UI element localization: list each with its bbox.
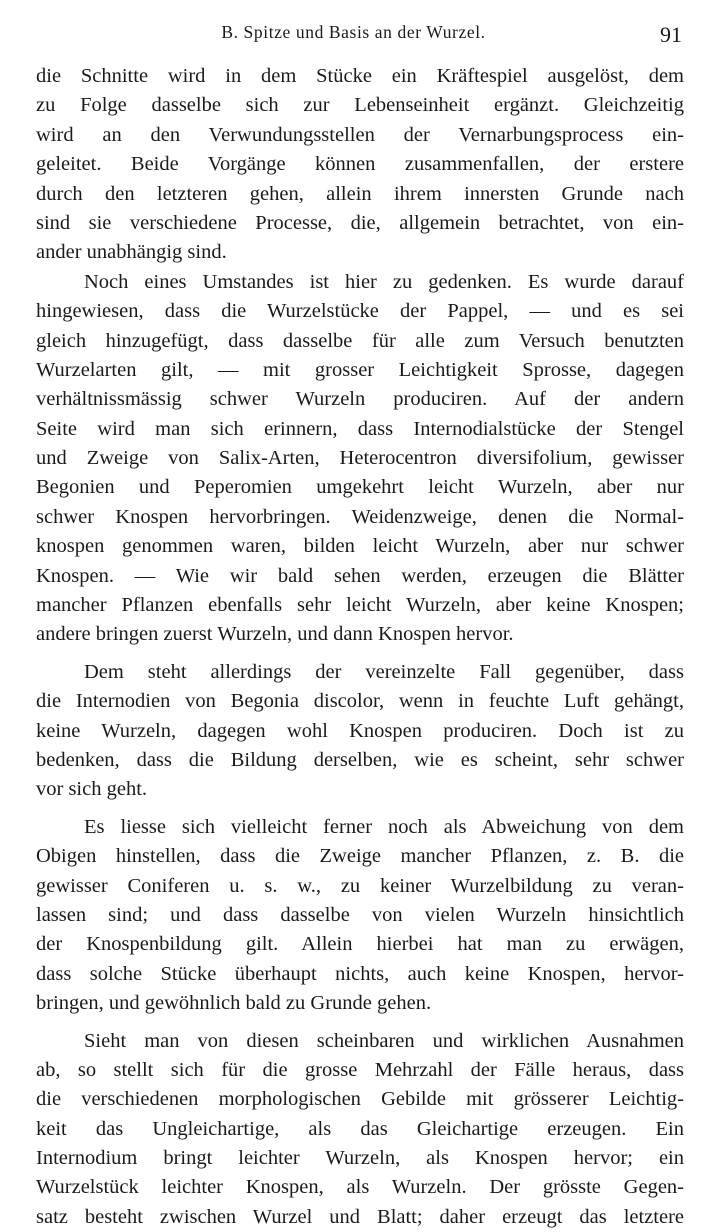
running-head xyxy=(0,18,707,52)
text-line: der Knospenbildung gilt. Allein hierbei hat man zu erwägen, xyxy=(36,930,684,959)
text-line: die Schnitte wird in dem Stücke ein Kräftespiel ausgelöst, dem xyxy=(36,62,684,91)
text-line: durch den letzteren gehen, allein ihrem innersten Grunde nach xyxy=(36,180,684,209)
text-line: wird an den Verwundungsstellen der Vernarbungsprocess ein- xyxy=(36,121,684,150)
text-line: Begonien und Peperomien umgekehrt leicht Wurzeln, aber nur xyxy=(36,473,684,502)
text-line: hingewiesen, dass die Wurzelstücke der Pappel, — und es sei xyxy=(36,297,684,326)
running-title: B. Spitze und Basis an der Wurzel. xyxy=(0,22,707,43)
paragraph-spacer xyxy=(36,1019,684,1027)
text-line: Wurzelarten gilt, — mit grosser Leichtigkeit Sprosse, dagegen xyxy=(36,356,684,385)
text-line: keine Wurzeln, dagegen wohl Knospen produciren. Doch ist zu xyxy=(36,717,684,746)
text-line: Es liesse sich vielleicht ferner noch als Abweichung von dem xyxy=(36,813,684,842)
text-line: Noch eines Umstandes ist hier zu gedenken. Es wurde darauf xyxy=(36,268,684,297)
text-line: ander unabhängig sind. xyxy=(36,238,684,267)
text-line: Obigen hinstellen, dass die Zweige mancher Pflanzen, z. B. die xyxy=(36,842,684,871)
text-line: die verschiedenen morphologischen Gebilde mit grösserer Leichtig- xyxy=(36,1085,684,1114)
text-line: geleitet. Beide Vorgänge können zusammenfallen, der erstere xyxy=(36,150,684,179)
text-line: zu Folge dasselbe sich zur Lebenseinheit ergänzt. Gleichzeitig xyxy=(36,91,684,120)
text-line: gewisser Coniferen u. s. w., zu keiner Wurzelbildung zu veran- xyxy=(36,872,684,901)
text-line: lassen sind; und dass dasselbe von vielen Wurzeln hinsichtlich xyxy=(36,901,684,930)
text-line: Knospen. — Wie wir bald sehen werden, erzeugen die Blätter xyxy=(36,562,684,591)
text-line: vor sich geht. xyxy=(36,775,684,804)
paragraph-spacer xyxy=(36,805,684,813)
text-line: keit das Ungleichartige, als das Gleichartige erzeugen. Ein xyxy=(36,1115,684,1144)
text-line: gleich hinzugefügt, dass dasselbe für alle zum Versuch benutzten xyxy=(36,327,684,356)
text-line: bringen, und gewöhnlich bald zu Grunde gehen. xyxy=(36,989,684,1018)
text-line: schwer Knospen hervorbringen. Weidenzweige, denen die Normal- xyxy=(36,503,684,532)
text-line: Wurzelstück leichter Knospen, als Wurzeln. Der grösste Gegen- xyxy=(36,1173,684,1202)
paragraph xyxy=(36,813,684,1019)
text-line: die Internodien von Begonia discolor, wenn in feuchte Luft gehängt, xyxy=(36,687,684,716)
text-line: Sieht man von diesen scheinbaren und wirklichen Ausnahmen xyxy=(36,1027,684,1056)
text-line: andere bringen zuerst Wurzeln, und dann Knospen hervor. xyxy=(36,620,684,649)
text-line: bedenken, dass die Bildung derselben, wie es scheint, sehr schwer xyxy=(36,746,684,775)
text-line: ab, so stellt sich für die grosse Mehrzahl der Fälle heraus, dass xyxy=(36,1056,684,1085)
text-line: satz besteht zwischen Wurzel und Blatt; daher erzeugt das letztere xyxy=(36,1203,684,1232)
text-line: knospen genommen waren, bilden leicht Wurzeln, aber nur schwer xyxy=(36,532,684,561)
paragraph xyxy=(36,658,684,805)
text-line: sind sie verschiedene Processe, die, allgemein betrachtet, von ein- xyxy=(36,209,684,238)
page-number: 91 xyxy=(660,22,682,48)
text-line: Internodium bringt leichter Wurzeln, als Knospen hervor; ein xyxy=(36,1144,684,1173)
paragraph-spacer xyxy=(36,650,684,658)
text-line: Seite wird man sich erinnern, dass Internodialstücke der Stengel xyxy=(36,415,684,444)
text-line: mancher Pflanzen ebenfalls sehr leicht Wurzeln, aber keine Knospen; xyxy=(36,591,684,620)
text-line: und Zweige von Salix-Arten, Heterocentron diversifolium, gewisser xyxy=(36,444,684,473)
body-text xyxy=(36,62,684,1232)
paragraph xyxy=(36,268,684,650)
text-line: Dem steht allerdings der vereinzelte Fall gegenüber, dass xyxy=(36,658,684,687)
text-line: verhältnissmässig schwer Wurzeln produciren. Auf der andern xyxy=(36,385,684,414)
paragraph xyxy=(36,62,684,268)
text-line: dass solche Stücke überhaupt nichts, auch keine Knospen, hervor- xyxy=(36,960,684,989)
paragraph xyxy=(36,1027,684,1232)
